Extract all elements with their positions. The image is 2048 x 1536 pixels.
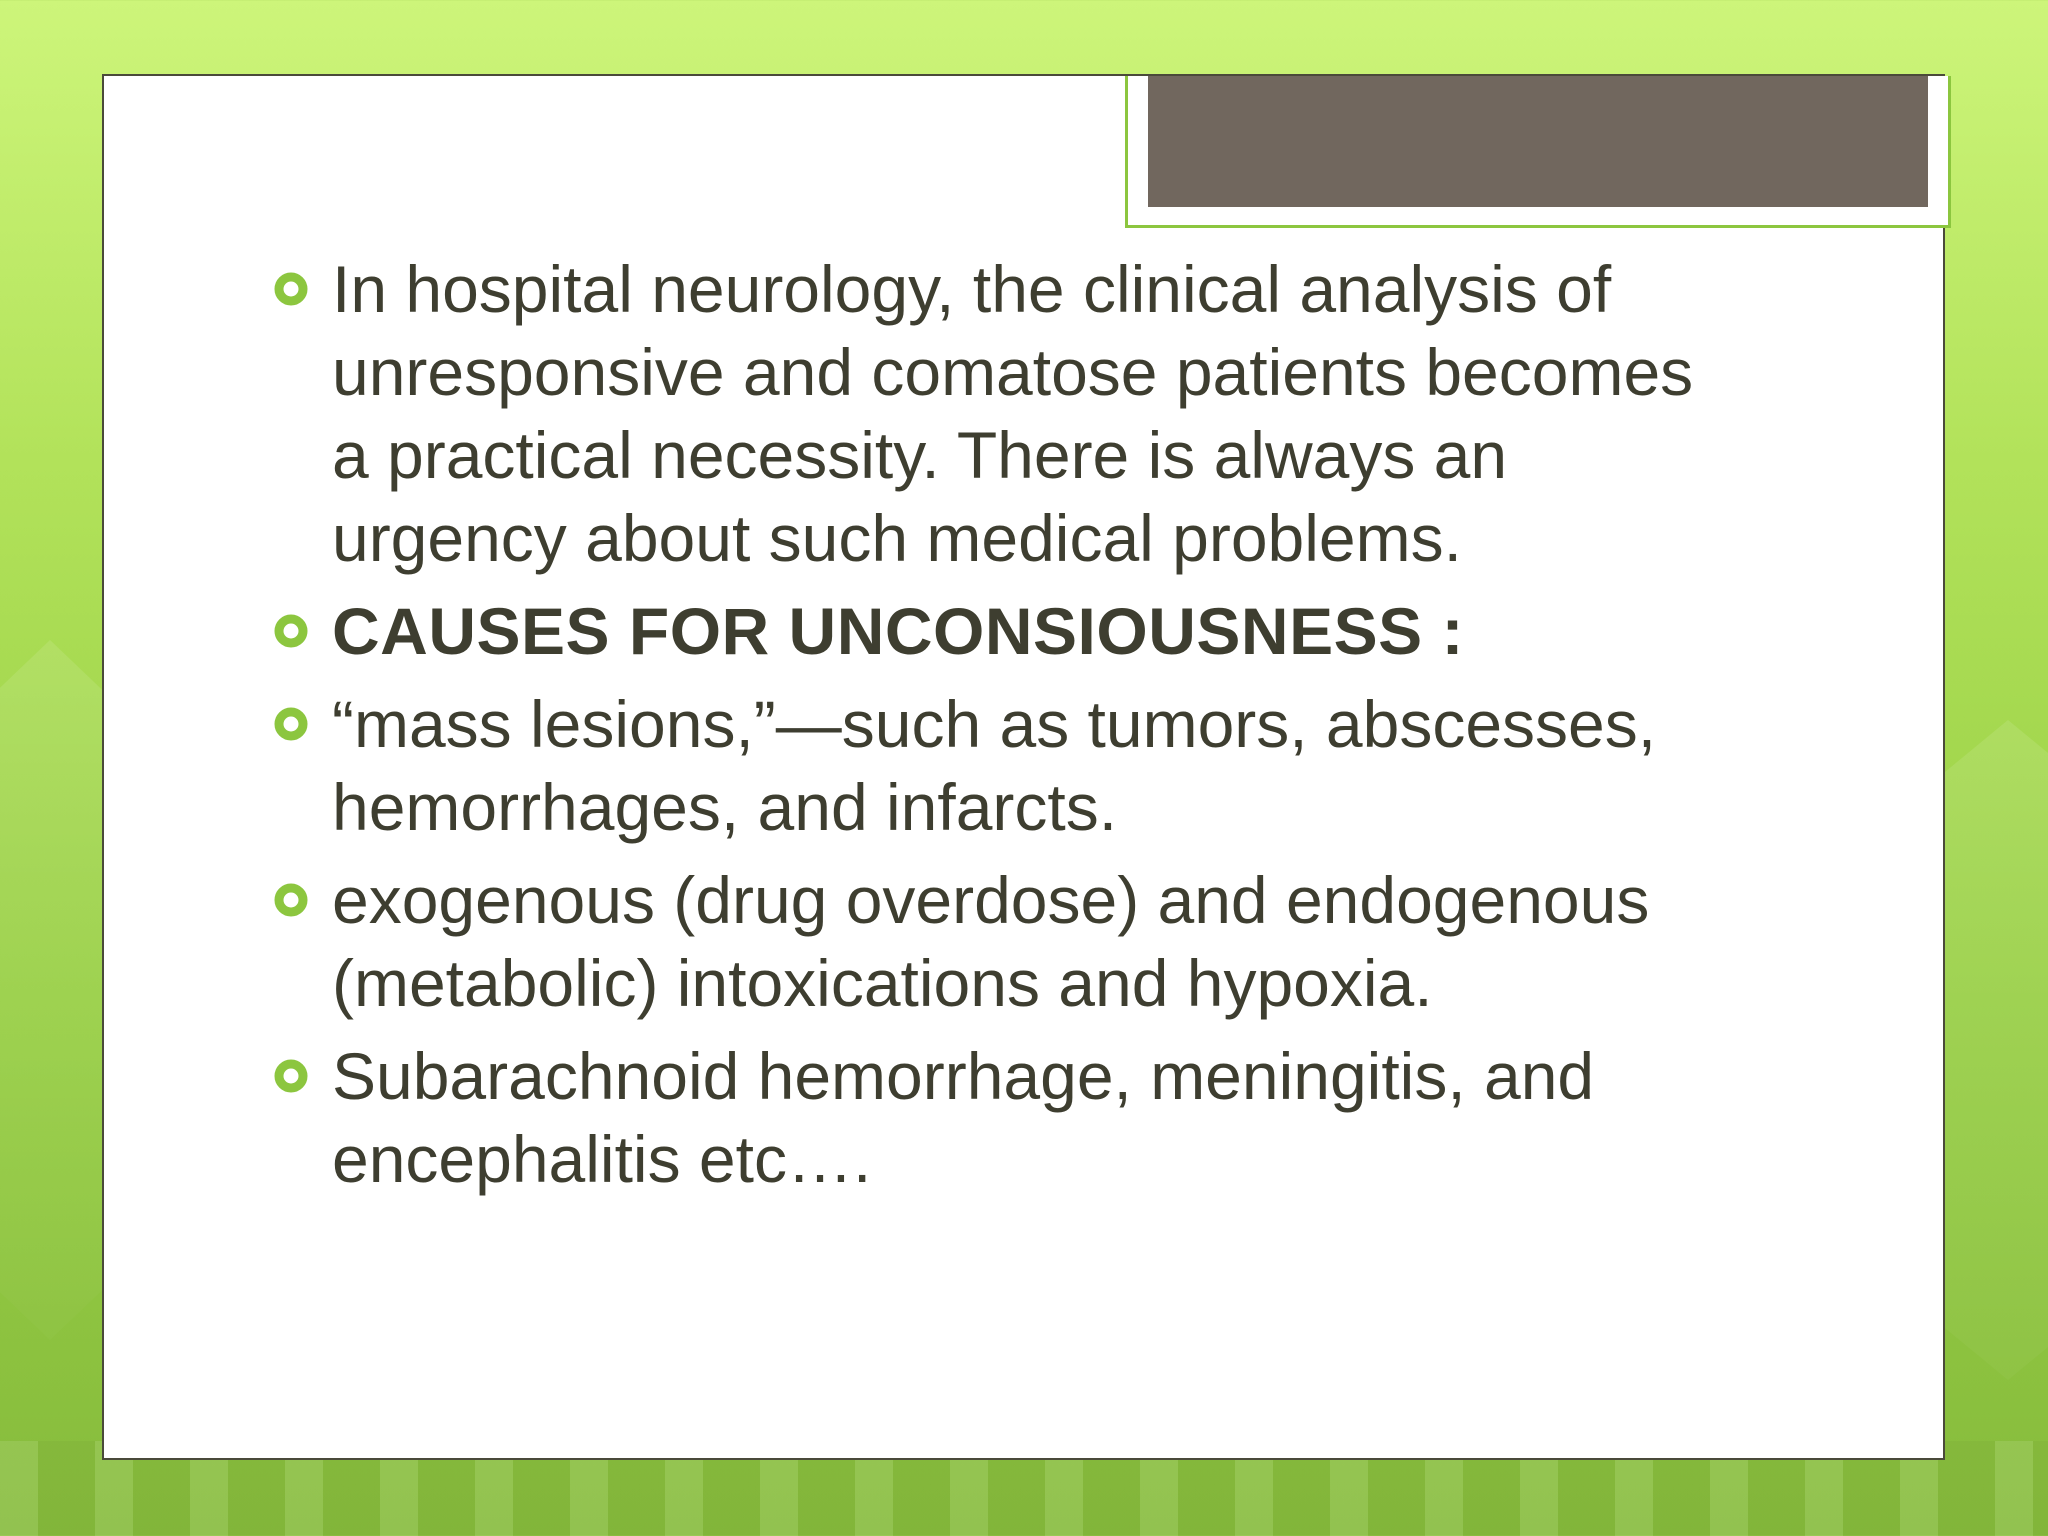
ring-bullet-icon [274,1059,308,1093]
bullet-text: In hospital neurology, the clinical analysis of unresponsive and comatose patients becomes a practical necessity. There is always an urgency about such medical problems. [332,252,1694,575]
title-placeholder-fill [1148,76,1928,207]
bullet-item-mass-lesions [270,683,1710,849]
ring-bullet-icon [274,707,308,741]
bullet-item-causes-heading [270,590,1710,673]
bullet-item-intoxications [270,859,1710,1025]
title-placeholder-block [1125,76,1951,228]
ring-bullet-icon [274,614,308,648]
bullet-text: CAUSES FOR UNCONSIOUSNESS : [332,594,1464,668]
bullet-text: exogenous (drug overdose) and endogenous (metabolic) intoxications and hypoxia. [332,863,1650,1020]
bullet-item-neurology-intro [270,248,1710,580]
bullet-list [270,248,1710,1211]
bullet-text: Subarachnoid hemorrhage, meningitis, and encephalitis etc…. [332,1039,1595,1196]
bullet-text: “mass lesions,”—such as tumors, abscesses, hemorrhages, and infarcts. [332,687,1657,844]
bullet-item-subarachnoid [270,1035,1710,1201]
ring-bullet-icon [274,272,308,306]
ring-bullet-icon [274,883,308,917]
